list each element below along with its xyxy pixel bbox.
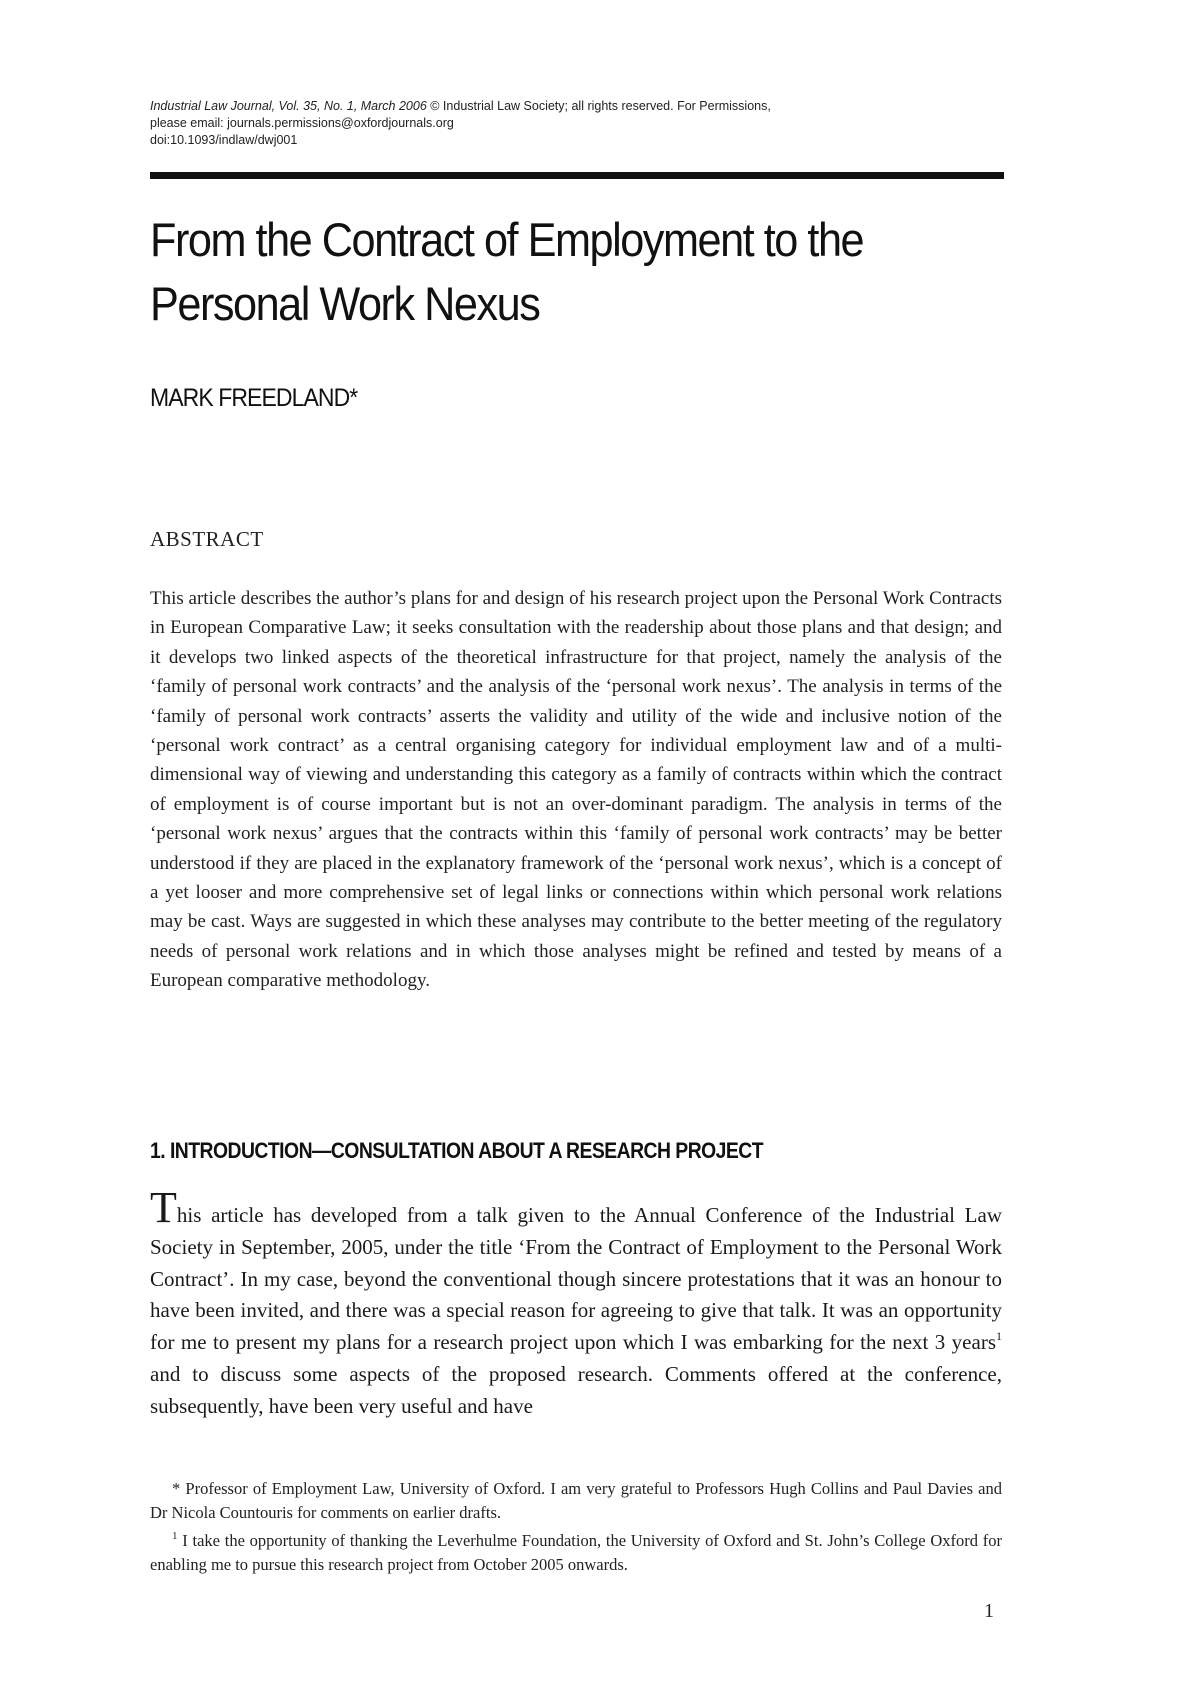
drop-cap: T <box>150 1183 177 1232</box>
journal-citation: Industrial Law Journal, Vol. 35, No. 1, March 2006 <box>150 99 427 113</box>
article-title: From the Contract of Employment to the Personal Work Nexus <box>150 213 864 330</box>
footnote-text: I take the opportunity of thanking the Leverhulme Foundation, the University of Oxford and St. John’s College Oxford for enabling me to pursue this research project from October 2005 onwards. <box>150 1531 1002 1574</box>
intro-text-part-1: his article has developed from a talk given to the Annual Conference of the Industrial Law Society in September, 2005, under the title ‘From the Contract of Employment to the Personal Work Contract’. In my case, beyond the conventional though sincere protestations that it was an honour to have been invited, and there was a special reason for agreeing to give that talk. It was an opportunity for me to present my plans for a research project upon which I was embarking for the next 3 years <box>150 1203 1002 1355</box>
abstract-heading: ABSTRACT <box>150 527 264 551</box>
intro-text-part-2: and to discuss some aspects of the proposed research. Comments offered at the conference, subsequently, have been very useful and have <box>150 1361 1002 1418</box>
doi: doi:10.1093/indlaw/dwj001 <box>150 133 298 147</box>
running-head <box>150 98 1000 149</box>
header-rule <box>150 172 1004 179</box>
footnotes <box>150 1477 1002 1577</box>
citation-line <box>150 98 1000 115</box>
footnote-1 <box>150 1529 1002 1577</box>
footnote-marker: * <box>172 1479 181 1498</box>
footnote-author <box>150 1477 1002 1525</box>
footnote-ref-1: 1 <box>996 1329 1002 1344</box>
copyright-notice: © Industrial Law Society; all rights reserved. For Permissions, <box>426 99 771 113</box>
permissions-email: please email: journals.permissions@oxfordjournals.org <box>150 116 454 130</box>
page-number: 1 <box>984 1600 994 1622</box>
section-heading: 1. INTRODUCTION—CONSULTATION ABOUT A RESEARCH PROJECT <box>150 1138 764 1163</box>
introduction-paragraph <box>150 1183 1002 1423</box>
footnote-text: Professor of Employment Law, University of Oxford. I am very grateful to Professors Hugh Collins and Paul Davies and Dr Nicola Countouris for comments on earlier drafts. <box>150 1479 1002 1522</box>
footnote-marker: 1 <box>172 1530 178 1542</box>
author-name: MARK FREEDLAND* <box>150 384 358 412</box>
abstract-text: This article describes the author’s plans for and design of his research project upon the Personal Work Contracts in European Comparative Law; it seeks consultation with the readership about those plans and that design; and it develops two linked aspects of the theoretical infrastructure for that project, namely the analysis of the ‘family of personal work contracts’ and the analysis of the ‘personal work nexus’. The analysis in terms of the ‘family of personal work contracts’ asserts the validity and utility of the wide and inclusive notion of the ‘personal work contract’ as a central organising category for individual employment law and of a multi-dimensional way of viewing and understanding this category as a family of contracts within which the contract of employment is of course important but is not an over-dominant paradigm. The analysis in terms of the ‘personal work nexus’ argues that the contracts within this ‘family of personal work contracts’ may be better understood if they are placed in the explanatory framework of the ‘personal work nexus’, which is a concept of a yet looser and more comprehensive set of legal links or connections within which personal work relations may be cast. Ways are suggested in which these analyses may contribute to the better meeting of the regulatory needs of personal work relations and in which those analyses might be refined and tested by means of a European comparative methodology. <box>150 588 1003 992</box>
